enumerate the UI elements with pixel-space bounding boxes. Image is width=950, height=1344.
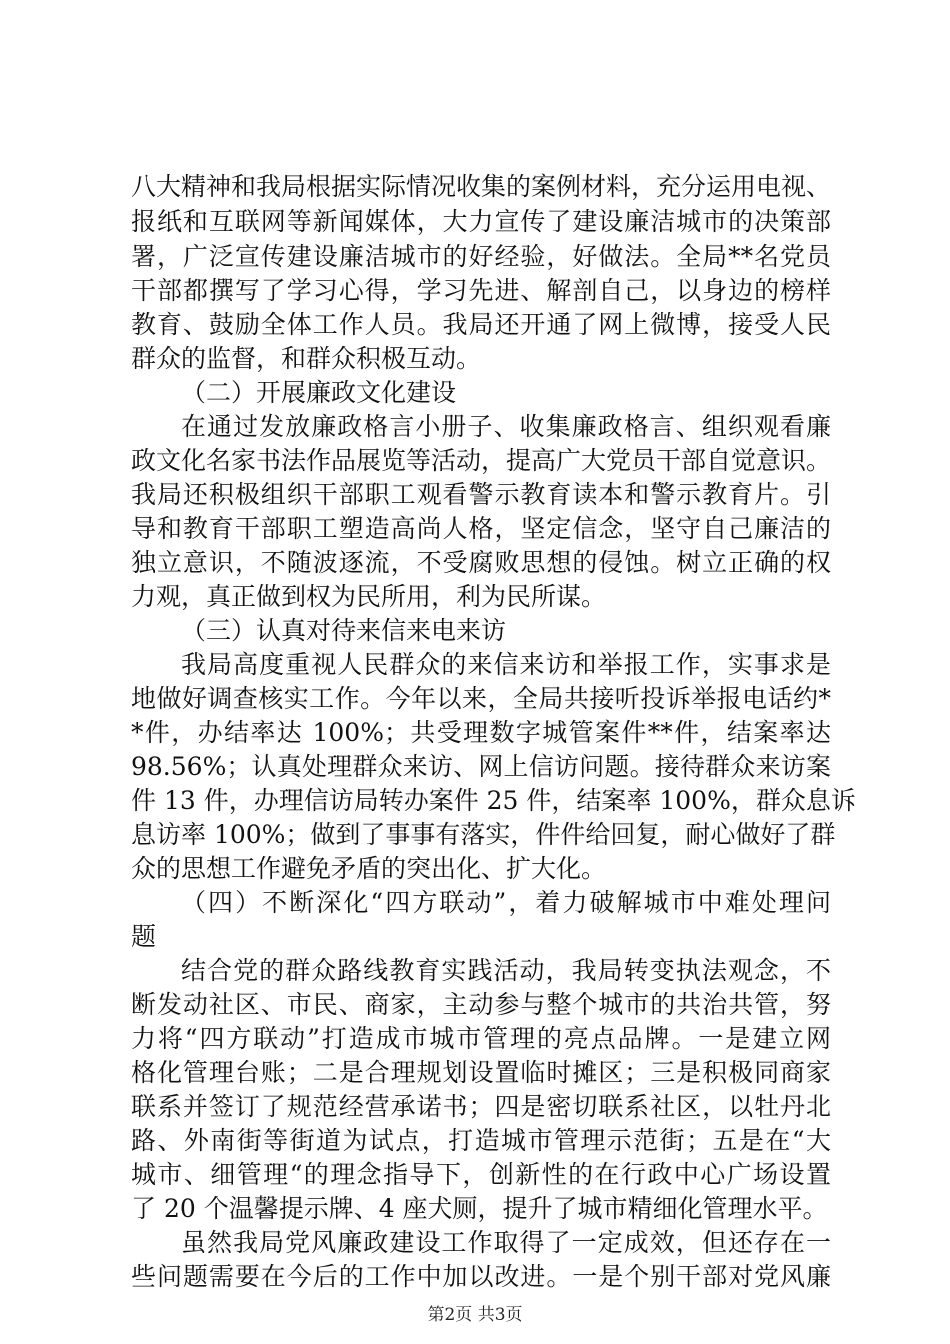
body-text-line: 独立意识，不随波逐流，不受腐败思想的侵蚀。树立正确的权 [131, 548, 831, 577]
body-text-line: 众的思想工作避免矛盾的突出化、扩大化。 [131, 854, 607, 883]
body-text-line: 路、外南街等街道为试点，打造城市管理示范街；五是在“大 [131, 1126, 831, 1155]
body-text-line: 八大精神和我局根据实际情况收集的案例材料，充分运用电视、 [131, 172, 832, 201]
section-heading-continued: 题 [131, 922, 157, 951]
section-heading: （三）认真对待来信来电来访 [181, 616, 507, 645]
body-text-line: 城市、细管理“的理念指导下，创新性的在行政中心广场设置 [131, 1160, 831, 1189]
body-text-line: 报纸和互联网等新闻媒体，大力宣传了建设廉洁城市的决策部 [131, 207, 831, 236]
section-heading: （二）开展廉政文化建设 [181, 378, 457, 407]
body-text-line: 格化管理台账；二是合理规划设置临时摊区；三是积极同商家 [131, 1058, 831, 1087]
body-text-line: 98.56%；认真处理群众来访、网上信访问题。接待群众来访案 [131, 752, 831, 781]
body-text-line: 件 13 件，办理信访局转办案件 25 件，结案率 100%，群众息诉 [131, 786, 856, 815]
body-text-line: 联系并签订了规范经营承诺书；四是密切联系社区，以牡丹北 [131, 1092, 831, 1121]
body-text-line: 我局还积极组织干部职工观看警示教育读本和警示教育片。引 [131, 480, 831, 509]
body-text-line: 署，广泛宣传建设廉洁城市的好经验，好做法。全局**名党员 [131, 242, 831, 271]
body-text-line: 断发动社区、市民、商家，主动参与整个城市的共治共管，努 [131, 990, 831, 1019]
body-text-line: 地做好调查核实工作。今年以来，全局共接听投诉举报电话约* [131, 684, 831, 713]
body-text-line: 结合党的群众路线教育实践活动，我局转变执法观念，不 [181, 956, 831, 985]
body-text-line: 干部都撰写了学习心得，学习先进、解剖自己，以身边的榜样 [131, 276, 831, 305]
body-text-line: 在通过发放廉政格言小册子、收集廉政格言、组织观看廉 [181, 412, 831, 441]
body-text-line: 些问题需要在今后的工作中加以改进。一是个别干部对党风廉 [131, 1262, 831, 1291]
page-footer: 第2页 共3页 [427, 1305, 523, 1325]
body-text-line: 息访率 100%；做到了事事有落实，件件给回复，耐心做好了群 [131, 820, 836, 849]
body-text-line: 导和教育干部职工塑造高尚人格，坚定信念，坚守自己廉洁的 [131, 514, 831, 543]
body-text-line: 群众的监督，和群众积极互动。 [131, 344, 482, 373]
body-text-line: 政文化名家书法作品展览等活动，提高广大党员干部自觉意识。 [131, 446, 832, 475]
body-text-line: 了 20 个温馨提示牌、4 座犬厕，提升了城市精细化管理水平。 [131, 1194, 828, 1223]
body-text-line: 我局高度重视人民群众的来信来访和举报工作，实事求是 [181, 650, 831, 679]
body-text-line: *件，办结率达 100%；共受理数字城管案件**件，结案率达 [131, 718, 831, 747]
body-text-line: 虽然我局党风廉政建设工作取得了一定成效，但还存在一 [181, 1228, 831, 1257]
body-text-line: 力将“四方联动”打造成市城市管理的亮点品牌。一是建立网 [131, 1024, 831, 1053]
section-heading: （四）不断深化“四方联动”，着力破解城市中难处理问 [181, 888, 831, 917]
body-text-line: 力观，真正做到权为民所用，利为民所谋。 [131, 582, 607, 611]
body-text-line: 教育、鼓励全体工作人员。我局还开通了网上微博，接受人民 [131, 310, 831, 339]
